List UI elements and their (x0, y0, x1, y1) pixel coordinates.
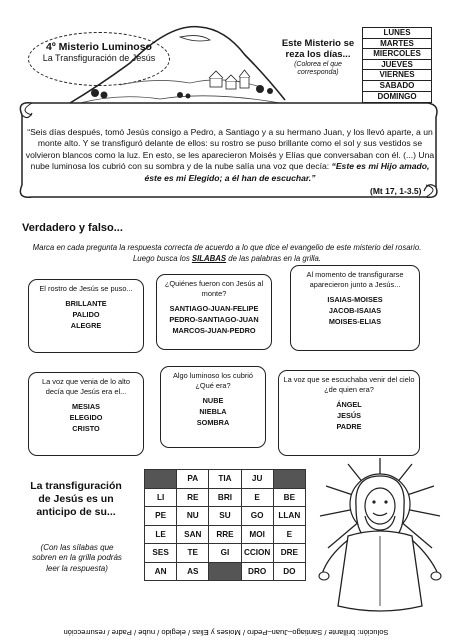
gospel-passage (24, 127, 436, 184)
day-cell[interactable]: LUNES (363, 28, 431, 39)
answer-option[interactable]: NIEBLA (199, 407, 227, 416)
answer-option[interactable]: ELEGIDO (69, 413, 103, 422)
riddle-note: (Con las sílabas que sobren en la grilla podrás leer la respuesta) (32, 543, 122, 573)
answer-option[interactable]: BRILLANTE (65, 299, 107, 308)
grid-cell[interactable]: E (241, 488, 273, 507)
rosary-days-prompt (276, 38, 360, 77)
jesus-illustration (318, 456, 442, 622)
answer-option[interactable]: PEDRO-SANTIAGO-JUAN (169, 315, 259, 324)
day-cell[interactable]: SABADO (363, 81, 431, 92)
grid-cell[interactable]: BRI (209, 488, 241, 507)
syllable-grid (144, 469, 306, 581)
grid-row (145, 562, 306, 581)
grid-cell[interactable]: LE (145, 525, 177, 544)
question-text: La voz que se escuchaba venir del cielo ¿de quien era? (283, 375, 415, 394)
answer-option[interactable]: SOMBRA (196, 418, 230, 427)
rosary-days-note: (Colorea el que corresponda) (294, 61, 342, 76)
answer-option[interactable]: ALEGRE (70, 321, 102, 330)
question-box-2 (156, 274, 272, 350)
answer-option[interactable]: MARCOS-JUAN-PEDRO (172, 326, 256, 335)
day-cell[interactable]: VIERNES (363, 70, 431, 81)
solution-text: Solución: brillante / Santiago–Juan–Pedro / Moises y Elias / elegido / nube / Padre / resurrección (63, 628, 389, 637)
section-title: Verdadero y falso... (22, 222, 123, 234)
solution-footer (0, 626, 452, 640)
grid-cell[interactable]: SAN (177, 525, 209, 544)
answer-option[interactable]: MESIAS (72, 402, 100, 411)
gospel-citation: (Mt 17, 1-3.5) (370, 186, 422, 196)
answer-option[interactable]: JESÚS (337, 411, 361, 420)
grid-row (145, 507, 306, 526)
grid-cell[interactable]: GO (241, 507, 273, 526)
day-cell[interactable]: DOMINGO (377, 91, 417, 101)
answer-option[interactable]: JACOB-ISAIAS (328, 306, 382, 315)
question-text: Al momento de transfigurarse aparecieron junto a Jesús... (306, 270, 404, 289)
grid-row (145, 488, 306, 507)
grid-cell[interactable]: LLAN (273, 507, 305, 526)
grid-cell[interactable]: SU (209, 507, 241, 526)
page-subtitle: La Transfiguración de Jesús (42, 53, 156, 63)
answer-option[interactable]: SANTIAGO-JUAN-FELIPE (169, 304, 259, 313)
grid-cell[interactable]: TE (177, 544, 209, 563)
question-box-6 (278, 370, 420, 456)
question-box-5 (160, 366, 266, 448)
grid-cell[interactable]: MOI (241, 525, 273, 544)
answer-option[interactable]: CRISTO (72, 424, 100, 433)
grid-cell[interactable]: AS (177, 562, 209, 581)
grid-cell[interactable]: DRO (241, 562, 273, 581)
grid-cell[interactable]: RRE (209, 525, 241, 544)
instructions-text: Marca en cada pregunta la respuesta correcta de acuerdo a lo que dice el evangelio de este misterio del rosario. Luego busca los (32, 243, 422, 263)
grid-cell[interactable]: PE (145, 507, 177, 526)
instructions (22, 242, 432, 264)
grid-cell[interactable]: DRE (273, 544, 305, 563)
answer-option[interactable]: NUBE (202, 396, 224, 405)
instructions-keyword: SILABAS (191, 254, 227, 263)
answer-option[interactable]: ÁNGEL (336, 400, 362, 409)
answer-option[interactable]: PADRE (336, 422, 362, 431)
gospel-text: “Seis días después, tomó Jesús consigo a Pedro, a Santiago y a su hermano Juan, y los llevó aparte, a un monte alto. Y se transfiguró delante de ellos: su rostro se puso brillante como el sol y sus vestidos se volvieron blancos como la luz. En esto, se les aparecieron Moisés y Elías que conversaban con él. (...) Una nube luminosa los cubrió con su sombra y de la nube salía una voz que decía: (25, 127, 435, 172)
question-box-1 (28, 279, 144, 353)
days-table (362, 27, 432, 103)
day-cell[interactable]: JUEVES (363, 60, 431, 71)
answer-option[interactable]: ISAIAS-MOISES (327, 295, 383, 304)
grid-cell[interactable]: BE (273, 488, 305, 507)
grid-cell[interactable]: AN (145, 562, 177, 581)
grid-cell-blank (273, 470, 305, 489)
answer-option[interactable]: MOISES-ELIAS (328, 317, 382, 326)
gospel-quote: “Este es mi Hijo amado, éste es mi Elegido; a él han de escuchar.” (144, 161, 430, 183)
grid-cell-blank (209, 562, 241, 581)
grid-cell[interactable]: JU (241, 470, 273, 489)
question-text: El rostro de Jesús se puso... (39, 284, 133, 293)
question-text: ¿Quiénes fueron con Jesús al monte? (164, 279, 264, 298)
question-text: Algo luminoso los cubrió ¿Qué era? (172, 371, 254, 390)
question-text: La voz que venia de lo alto decía que Jesús era el... (42, 377, 130, 396)
grid-cell[interactable]: DO (273, 562, 305, 581)
grid-cell[interactable]: SES (145, 544, 177, 563)
page-title: 4º Misterio Luminoso (46, 41, 152, 53)
day-cell[interactable]: MIERCOLES (363, 49, 431, 60)
grid-cell[interactable]: LI (145, 488, 177, 507)
grid-cell[interactable]: GI (209, 544, 241, 563)
rosary-days-text: Este Misterio se reza los días... (281, 38, 355, 60)
grid-cell[interactable]: CCION (241, 544, 273, 563)
grid-cell[interactable]: NU (177, 507, 209, 526)
grid-row (145, 544, 306, 563)
riddle-title: La transfiguración de Jesús es un anticipo de su... (30, 480, 122, 518)
grid-cell-blank (145, 470, 177, 489)
question-box-3 (290, 265, 420, 351)
grid-cell[interactable]: RE (177, 488, 209, 507)
question-box-4 (28, 372, 144, 456)
grid-cell[interactable]: E (273, 525, 305, 544)
answer-option[interactable]: PALIDO (72, 310, 100, 319)
instructions-text-end: de las palabras en la grilla. (226, 254, 322, 263)
grid-cell[interactable]: TIA (209, 470, 241, 489)
day-cell[interactable]: MARTES (363, 39, 431, 50)
grid-cell[interactable]: PA (177, 470, 209, 489)
grid-row (145, 525, 306, 544)
grid-row (145, 470, 306, 489)
